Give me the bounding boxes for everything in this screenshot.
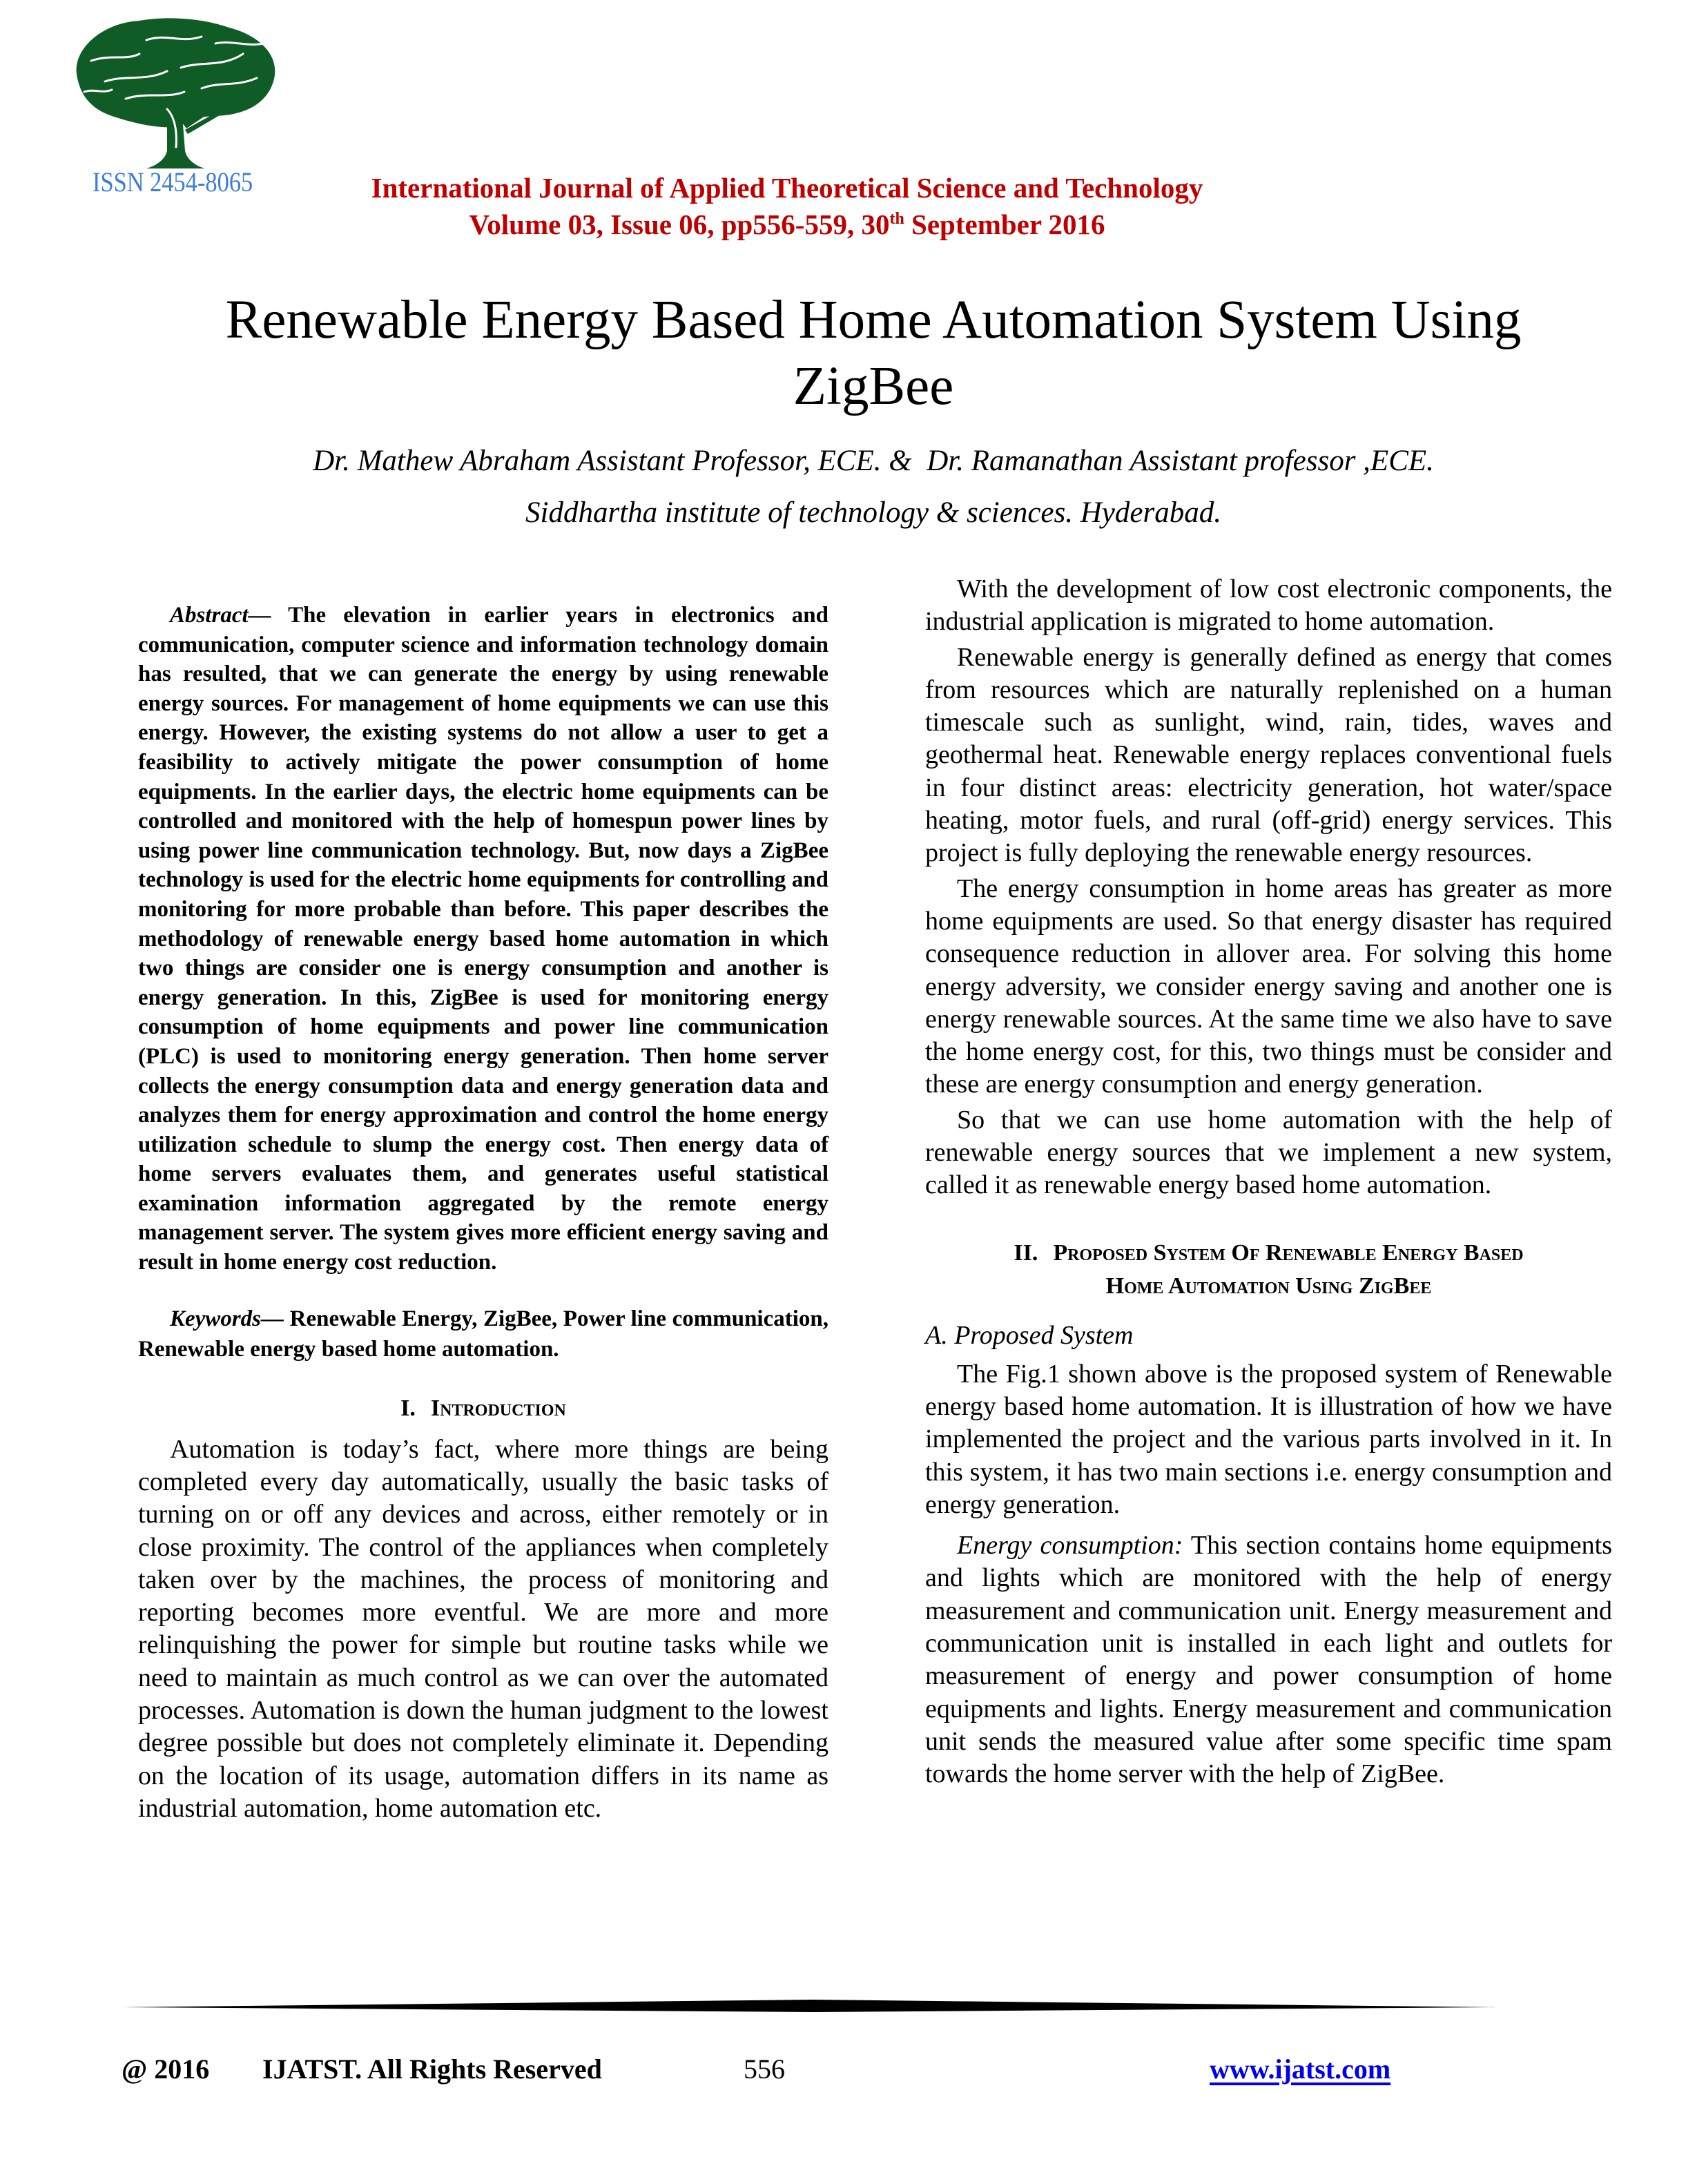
paper-title <box>138 287 1609 420</box>
section-title: Introduction <box>430 1395 566 1421</box>
volume-text: Volume 03, Issue 06, pp556-559, 30 <box>469 209 890 240</box>
footer-rights: IJATST. All Rights Reserved <box>262 2053 602 2085</box>
issn-label: ISSN 2454-8065 <box>93 166 253 197</box>
intro-paragraph-1: Automation is today’s fact, where more things are being completed every day automatically, usually the basic tasks of turning on or off any devices and across, either remotely or in close proximity. The control of the appliances when completely taken over by the machines, the process of monitoring and reporting becomes more eventful. We are more and more relinquishing the power for simple but routine tasks while we need to maintain as much control as we can over the automated processes. Automation is down the human judgment to the lowest degree possible but does not completely eliminate it. Depending on the location of its usage, automation differs in its name as industrial automation, home automation etc. <box>138 1434 828 1823</box>
intro-paragraph-3: Renewable energy is generally defined as energy that comes from resources which are naturally replenished on a human timescale such as sunlight, wind, rain, tides, waves and geothermal heat. Renewable energy replaces conventional fuels in four distinct areas: electricity generation, hot water/space heating, motor fuels, and rural (off-grid) energy services. This project is fully deploying the renewable energy resources. <box>925 642 1612 868</box>
affiliation: Siddhartha institute of technology & sciences. Hyderabad. <box>525 496 1221 529</box>
volume-line <box>297 206 1277 243</box>
subsection-heading: A. Proposed System <box>925 1320 1134 1350</box>
author-block <box>138 435 1609 539</box>
keywords <box>138 1304 828 1364</box>
proposed-paragraph-1: The Fig.1 shown above is the proposed system of Renewable energy based home automation. It is illustration of how we have implemented the project and the various parts involved in it. In this system, it has two main sections i.e. energy consumption and energy generation. <box>925 1359 1612 1519</box>
proposed-paragraph-2 <box>925 1529 1612 1790</box>
left-column <box>138 601 828 1825</box>
energy-consumption-text: This section contains home equipments and lights which are monitored with the help of energy measurement and communication unit. Energy measurement and communication unit is installed in each light and outlets for measurement of energy and power consumption of home equipments and lights. Energy measurement and communication unit sends the measured value after some specific time spam towards the home server with the help of ZigBee. <box>925 1531 1612 1789</box>
journal-logo <box>64 12 291 199</box>
keywords-text: Renewable Energy, ZigBee, Power line communication, Renewable energy based home automation. <box>138 1306 828 1362</box>
intro-paragraph-2: With the development of low cost electronic components, the industrial application is migrated to home automation. <box>925 574 1612 637</box>
title-line-1: Renewable Energy Based Home Automation System Using <box>225 290 1522 350</box>
right-column <box>925 573 1612 1791</box>
energy-consumption-label: Energy consumption: <box>957 1531 1183 1560</box>
section-title-line-2: Home Automation Using ZigBee <box>1105 1273 1432 1299</box>
tree-logo-icon <box>64 12 291 171</box>
intro-paragraph-5: So that we can use home automation with the help of renewable energy sources that we implement a new system, called it as renewable energy based home automation. <box>925 1105 1612 1200</box>
footer-copyright: @ 2016 <box>122 2053 210 2085</box>
footer-website-link[interactable]: www.ijatst.com <box>1210 2053 1391 2085</box>
section-title-line-1: Proposed System Of Renewable Energy Based <box>1053 1239 1524 1266</box>
section-number: II. <box>1014 1239 1038 1266</box>
authors: Dr. Mathew Abraham Assistant Professor, ECE. & Dr. Ramanathan Assistant professor ,ECE. <box>313 445 1434 477</box>
section-heading-introduction <box>138 1392 828 1425</box>
abstract-label: Abstract— <box>170 603 271 628</box>
volume-date: September 2016 <box>904 209 1105 240</box>
date-ordinal: th <box>889 210 904 228</box>
abstract-text: The elevation in earlier years in electronics and communication, computer science and information technology domain has resulted, that we can generate the energy by using renewable energy sources. For management of home equipments we can use this energy. However, the existing systems do not allow a user to get a feasibility to actively mitigate the power consumption of home equipments. In the earlier days, the electric home equipments can be controlled and monitored with the help of homespun power lines by using power line communication technology. But, now days a ZigBee technology is used for the electric home equipments for controlling and monitoring for more probable than before. This paper describes the methodology of renewable energy based home automation in which two things are consider one is energy consumption and another is energy generation. In this, ZigBee is used for monitoring energy consumption of home equipments and power line communication (PLC) is used to monitoring energy generation. Then home server collects the energy consumption data and energy generation data and analyzes them for energy approximation and control the home energy utilization schedule to slump the energy cost. Then energy data of home servers evaluates them, and generates useful statistical examination information aggregated by the remote energy management server. The system gives more efficient energy saving and result in home energy cost reduction. <box>138 603 828 1275</box>
footer-page-number: 556 <box>744 2053 785 2085</box>
abstract <box>138 601 828 1277</box>
journal-name: International Journal of Applied Theoretical Science and Technology <box>371 172 1203 204</box>
keywords-label: Keywords— <box>170 1306 284 1331</box>
intro-paragraph-4: The energy consumption in home areas has greater as more home equipments are used. So that energy disaster has required consequence reduction in allover area. For solving this home energy adversity, we consider energy saving and another one is energy renewable sources. At the same time we also have to save the home energy cost, for this, two things must be consider and these are energy consumption and energy generation. <box>925 873 1612 1099</box>
footer-divider <box>123 1995 1497 2016</box>
title-line-2: ZigBee <box>793 356 954 416</box>
section-number: I. <box>400 1395 416 1421</box>
journal-header <box>297 170 1277 243</box>
section-heading-proposed-system <box>925 1237 1612 1303</box>
